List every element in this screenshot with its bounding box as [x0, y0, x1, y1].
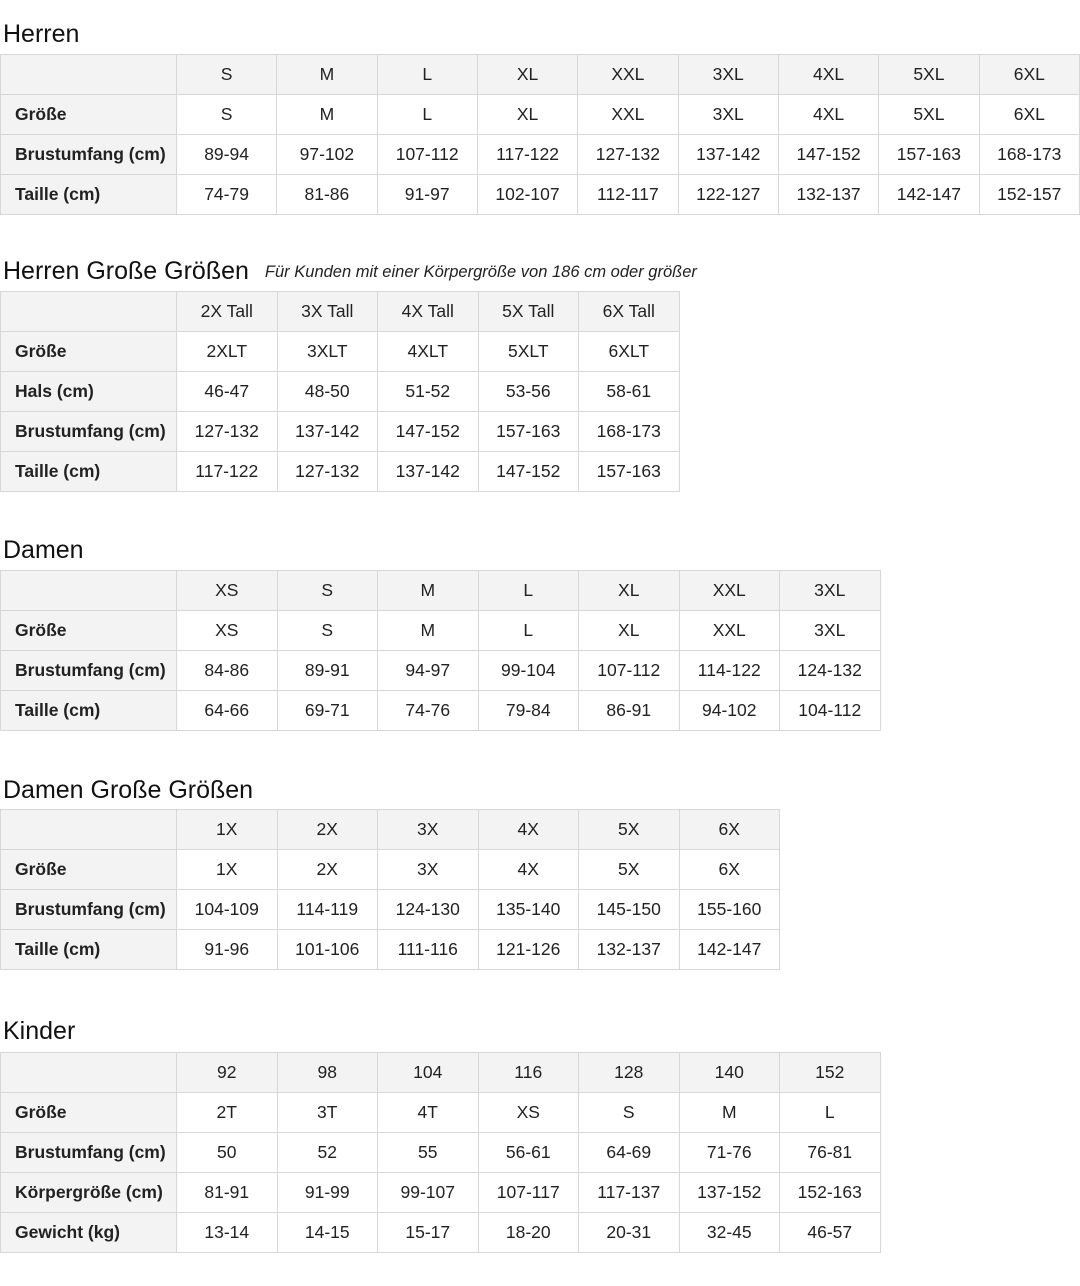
row-label: Hals (cm): [1, 372, 177, 412]
table-row: [1, 135, 1080, 175]
row-label: Größe: [1, 332, 177, 372]
table-cell: 155-160: [679, 890, 780, 930]
column-header: 4X Tall: [378, 292, 479, 332]
header-row: [1, 292, 680, 332]
column-header: 3X Tall: [277, 292, 378, 332]
table-cell: 102-107: [477, 175, 577, 215]
table-cell: M: [679, 1093, 780, 1133]
table-cell: 91-97: [377, 175, 477, 215]
row-label: Brustumfang (cm): [1, 890, 177, 930]
table-cell: 6XLT: [579, 332, 680, 372]
size-table-damen-grosse-groessen: [0, 809, 780, 970]
table-row: [1, 412, 680, 452]
header-row: [1, 810, 780, 850]
table-cell: XL: [579, 611, 680, 651]
column-header: 116: [478, 1053, 579, 1093]
table-cell: XS: [177, 611, 278, 651]
table-cell: 152-163: [780, 1173, 881, 1213]
table-row: [1, 332, 680, 372]
table-row: [1, 1093, 881, 1133]
column-header: S: [176, 55, 276, 95]
row-label: Größe: [1, 95, 177, 135]
table-cell: 32-45: [679, 1213, 780, 1253]
section-title-text: Kinder: [3, 1017, 76, 1045]
column-header: M: [378, 571, 479, 611]
table-cell: 124-132: [780, 651, 881, 691]
column-header: XL: [579, 571, 680, 611]
table-cell: 5XLT: [478, 332, 579, 372]
table-cell: XS: [478, 1093, 579, 1133]
table-cell: 168-173: [979, 135, 1079, 175]
table-cell: 112-117: [578, 175, 678, 215]
row-label: Brustumfang (cm): [1, 135, 177, 175]
row-label: Größe: [1, 850, 177, 890]
table-cell: 2T: [177, 1093, 278, 1133]
column-header: 4XL: [778, 55, 878, 95]
table-row: [1, 175, 1080, 215]
table-cell: 152-157: [979, 175, 1079, 215]
column-header: 1X: [177, 810, 278, 850]
column-header: S: [277, 571, 378, 611]
section-title: [3, 535, 84, 565]
table-cell: 3XL: [678, 95, 778, 135]
table-row: [1, 452, 680, 492]
table-cell: 91-96: [177, 930, 278, 970]
table-cell: 2XLT: [177, 332, 278, 372]
table-cell: 142-147: [679, 930, 780, 970]
table-cell: 99-104: [478, 651, 579, 691]
row-label: Größe: [1, 611, 177, 651]
table-cell: 168-173: [579, 412, 680, 452]
row-label: Brustumfang (cm): [1, 1133, 177, 1173]
table-cell: 107-112: [377, 135, 477, 175]
table-cell: 157-163: [478, 412, 579, 452]
column-header: 3XL: [780, 571, 881, 611]
column-header: 6XL: [979, 55, 1079, 95]
table-cell: 147-152: [478, 452, 579, 492]
table-cell: 137-142: [678, 135, 778, 175]
column-header: 92: [177, 1053, 278, 1093]
table-cell: L: [377, 95, 477, 135]
table-cell: 50: [177, 1133, 278, 1173]
table-cell: 51-52: [378, 372, 479, 412]
size-table-kinder: [0, 1052, 881, 1253]
table-cell: 84-86: [177, 651, 278, 691]
table-cell: 157-163: [879, 135, 979, 175]
table-cell: 127-132: [177, 412, 278, 452]
row-label: Brustumfang (cm): [1, 412, 177, 452]
size-table-damen: [0, 570, 881, 731]
table-cell: 58-61: [579, 372, 680, 412]
column-header: 3XL: [678, 55, 778, 95]
table-cell: M: [378, 611, 479, 651]
table-cell: XL: [477, 95, 577, 135]
table-cell: 64-69: [579, 1133, 680, 1173]
table-cell: 137-142: [378, 452, 479, 492]
table-cell: 121-126: [478, 930, 579, 970]
section-title: [3, 1016, 75, 1046]
header-corner-cell: [1, 571, 177, 611]
table-cell: 6XL: [979, 95, 1079, 135]
table-cell: 81-91: [177, 1173, 278, 1213]
table-cell: L: [478, 611, 579, 651]
table-cell: 124-130: [378, 890, 479, 930]
table-cell: 69-71: [277, 691, 378, 731]
row-label: Taille (cm): [1, 930, 177, 970]
table-cell: 132-137: [579, 930, 680, 970]
row-label: Größe: [1, 1093, 177, 1133]
section-title-text: Herren: [3, 20, 80, 48]
table-cell: 3XL: [780, 611, 881, 651]
table-cell: 114-122: [679, 651, 780, 691]
table-cell: 114-119: [277, 890, 378, 930]
table-cell: 94-97: [378, 651, 479, 691]
column-header: 3X: [378, 810, 479, 850]
column-header: 5X Tall: [478, 292, 579, 332]
column-header: 140: [679, 1053, 780, 1093]
table-cell: 3X: [378, 850, 479, 890]
table-row: [1, 1173, 881, 1213]
table-cell: S: [176, 95, 276, 135]
section-title: [3, 775, 253, 805]
column-header: L: [377, 55, 477, 95]
table-cell: L: [780, 1093, 881, 1133]
table-row: [1, 930, 780, 970]
table-cell: 101-106: [277, 930, 378, 970]
table-cell: 137-142: [277, 412, 378, 452]
table-cell: 15-17: [378, 1213, 479, 1253]
column-header: 5XL: [879, 55, 979, 95]
row-label: Taille (cm): [1, 452, 177, 492]
table-cell: 117-137: [579, 1173, 680, 1213]
column-header: 2X: [277, 810, 378, 850]
column-header: 128: [579, 1053, 680, 1093]
table-row: [1, 95, 1080, 135]
table-cell: 3T: [277, 1093, 378, 1133]
table-row: [1, 890, 780, 930]
table-cell: 104-109: [177, 890, 278, 930]
table-cell: 5XL: [879, 95, 979, 135]
table-cell: 86-91: [579, 691, 680, 731]
table-cell: 6X: [679, 850, 780, 890]
table-cell: 81-86: [277, 175, 377, 215]
row-label: Körpergröße (cm): [1, 1173, 177, 1213]
table-row: [1, 850, 780, 890]
header-corner-cell: [1, 292, 177, 332]
table-cell: S: [579, 1093, 680, 1133]
table-cell: 4XLT: [378, 332, 479, 372]
row-label: Taille (cm): [1, 175, 177, 215]
table-cell: M: [277, 95, 377, 135]
table-cell: 94-102: [679, 691, 780, 731]
table-row: [1, 1213, 881, 1253]
table-cell: 135-140: [478, 890, 579, 930]
column-header: 4X: [478, 810, 579, 850]
section-note: Für Kunden mit einer Körpergröße von 186 cm oder größer: [264, 263, 697, 281]
column-header: L: [478, 571, 579, 611]
table-cell: 76-81: [780, 1133, 881, 1173]
section-title-text: Damen Große Größen: [3, 776, 254, 804]
header-row: [1, 1053, 881, 1093]
section-title-text: Damen: [3, 536, 84, 564]
column-header: 98: [277, 1053, 378, 1093]
table-cell: 91-99: [277, 1173, 378, 1213]
table-cell: 117-122: [477, 135, 577, 175]
column-header: 5X: [579, 810, 680, 850]
table-cell: 46-47: [177, 372, 278, 412]
table-cell: 111-116: [378, 930, 479, 970]
header-corner-cell: [1, 55, 177, 95]
column-header: 152: [780, 1053, 881, 1093]
table-cell: 1X: [177, 850, 278, 890]
header-row: [1, 55, 1080, 95]
table-cell: 127-132: [578, 135, 678, 175]
table-cell: 2X: [277, 850, 378, 890]
table-cell: 104-112: [780, 691, 881, 731]
table-cell: 56-61: [478, 1133, 579, 1173]
table-row: [1, 611, 881, 651]
table-cell: 89-94: [176, 135, 276, 175]
table-cell: S: [277, 611, 378, 651]
table-cell: 122-127: [678, 175, 778, 215]
table-cell: 14-15: [277, 1213, 378, 1253]
table-cell: 46-57: [780, 1213, 881, 1253]
table-row: [1, 372, 680, 412]
column-header: XS: [177, 571, 278, 611]
table-cell: 137-152: [679, 1173, 780, 1213]
column-header: XXL: [578, 55, 678, 95]
table-cell: 4T: [378, 1093, 479, 1133]
table-cell: 4X: [478, 850, 579, 890]
table-cell: 4XL: [778, 95, 878, 135]
column-header: XXL: [679, 571, 780, 611]
table-cell: 145-150: [579, 890, 680, 930]
table-cell: 13-14: [177, 1213, 278, 1253]
table-cell: XXL: [578, 95, 678, 135]
section-title: [3, 256, 697, 287]
section-title-text: Herren Große Größen: [3, 257, 249, 285]
table-cell: 89-91: [277, 651, 378, 691]
table-cell: 142-147: [879, 175, 979, 215]
table-row: [1, 651, 881, 691]
column-header: 104: [378, 1053, 479, 1093]
table-cell: 132-137: [778, 175, 878, 215]
header-row: [1, 571, 881, 611]
row-label: Gewicht (kg): [1, 1213, 177, 1253]
header-corner-cell: [1, 1053, 177, 1093]
table-cell: 48-50: [277, 372, 378, 412]
size-table-herren: [0, 54, 1080, 215]
table-cell: 5X: [579, 850, 680, 890]
table-cell: 64-66: [177, 691, 278, 731]
column-header: 6X: [679, 810, 780, 850]
column-header: 2X Tall: [177, 292, 278, 332]
table-cell: 99-107: [378, 1173, 479, 1213]
table-cell: 55: [378, 1133, 479, 1173]
table-cell: 117-122: [177, 452, 278, 492]
header-corner-cell: [1, 810, 177, 850]
table-cell: XXL: [679, 611, 780, 651]
table-cell: 147-152: [378, 412, 479, 452]
table-cell: 52: [277, 1133, 378, 1173]
table-cell: 3XLT: [277, 332, 378, 372]
row-label: Taille (cm): [1, 691, 177, 731]
table-row: [1, 691, 881, 731]
table-cell: 107-117: [478, 1173, 579, 1213]
table-cell: 71-76: [679, 1133, 780, 1173]
section-title: [3, 19, 79, 49]
table-cell: 74-79: [176, 175, 276, 215]
column-header: M: [277, 55, 377, 95]
table-cell: 20-31: [579, 1213, 680, 1253]
size-table-herren-grosse-groessen: [0, 291, 680, 492]
row-label: Brustumfang (cm): [1, 651, 177, 691]
table-cell: 157-163: [579, 452, 680, 492]
column-header: 6X Tall: [579, 292, 680, 332]
table-cell: 97-102: [277, 135, 377, 175]
table-cell: 74-76: [378, 691, 479, 731]
table-cell: 127-132: [277, 452, 378, 492]
table-cell: 79-84: [478, 691, 579, 731]
table-cell: 147-152: [778, 135, 878, 175]
table-cell: 107-112: [579, 651, 680, 691]
table-cell: 18-20: [478, 1213, 579, 1253]
table-row: [1, 1133, 881, 1173]
column-header: XL: [477, 55, 577, 95]
table-cell: 53-56: [478, 372, 579, 412]
